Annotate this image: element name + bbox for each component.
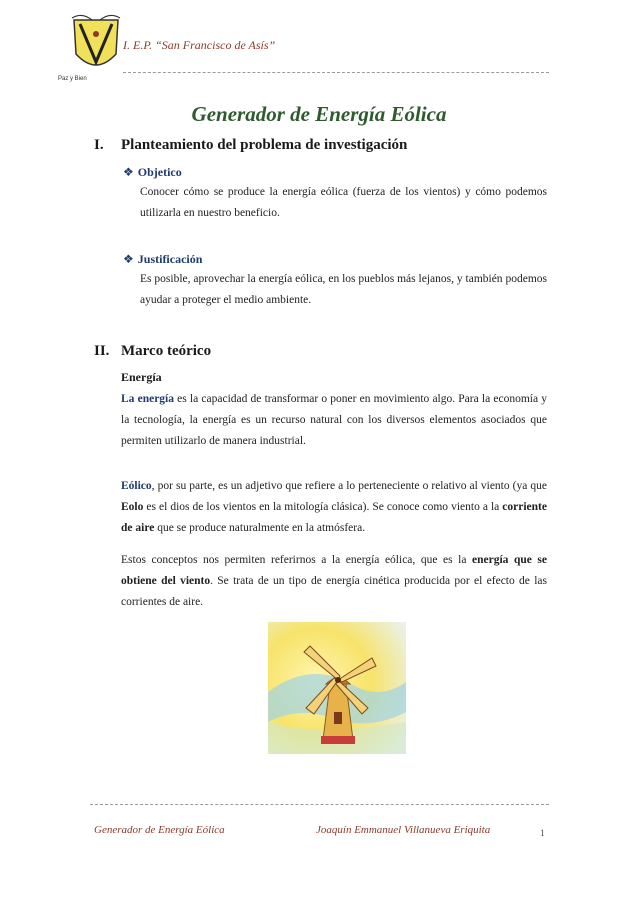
paragraph-eolico-text-c: que se produce naturalmente en la atmósfera. <box>154 522 366 534</box>
objetivo-label: Objetico <box>137 165 182 179</box>
diamond-bullet-icon: ❖ <box>123 165 134 179</box>
term-corriente-aire: corriente de aire <box>121 501 547 534</box>
term-eolo: Eolo <box>121 501 144 513</box>
energia-subheading: Energía <box>121 370 162 384</box>
page-number: 1 <box>540 828 545 838</box>
objetivo-text: Conocer cómo se produce la energía eólica (fuerza de los vientos) y cómo podemos utilizarla en nuestro beneficio. <box>140 186 547 219</box>
document-title: Generador de Energía Eólica <box>191 102 447 126</box>
paragraph-conceptos <box>121 550 547 613</box>
section-2-number: II. <box>94 343 110 359</box>
term-eolico: Eólico <box>121 480 152 492</box>
section-1-number: I. <box>94 137 104 153</box>
school-logo-icon <box>70 14 122 76</box>
header-divider <box>123 72 549 73</box>
paragraph-energia <box>121 389 547 452</box>
paragraph-eolico-text-a: , por su parte, es un adjetivo que refiere a lo perteneciente o relativo al viento (ya que <box>151 480 547 492</box>
paragraph-eolico <box>121 476 547 539</box>
windmill-illustration <box>268 622 406 754</box>
school-name: I. E.P. “San Francisco de Asís” <box>123 38 276 52</box>
objetivo-heading <box>123 163 182 181</box>
justificacion-text: Es posible, aprovechar la energía eólica, en los pueblos más lejanos, y también podemos ayudar a proteger el medio ambiente. <box>140 273 547 306</box>
footer-author: Joaquín Emmanuel Villanueva Eriquita <box>316 824 491 836</box>
paragraph-conceptos-text-b: . Se trata de un tipo de energía cinética producida por el efecto de las corrientes de aire. <box>121 575 547 608</box>
paragraph-energia-text: es la capacidad de transformar o poner en movimiento algo. Para la economía y la tecnología, la energía es un recurso natural con los diversos elementos asociados que permiten utilizarlo de manera industrial. <box>121 393 547 447</box>
term-energia-viento: energía que se obtiene del viento <box>121 554 547 587</box>
footer-divider <box>90 804 549 805</box>
diamond-bullet-icon: ❖ <box>123 252 134 266</box>
term-energia: La energía <box>121 393 174 405</box>
section-1-title: Planteamiento del problema de investigación <box>121 137 408 153</box>
paragraph-eolico-text-b: es el dios de los vientos en la mitología clásica). Se conoce como viento a la <box>143 501 503 513</box>
section-2-title: Marco teórico <box>121 343 212 359</box>
footer-document-title: Generador de Energía Eólica <box>94 824 225 836</box>
justificacion-heading <box>123 250 202 268</box>
paragraph-conceptos-text-a: Estos conceptos nos permiten referirnos a la energía eólica, que es la <box>121 554 472 566</box>
school-motto: Paz y Bien <box>58 76 87 82</box>
justificacion-label: Justificación <box>137 252 203 266</box>
